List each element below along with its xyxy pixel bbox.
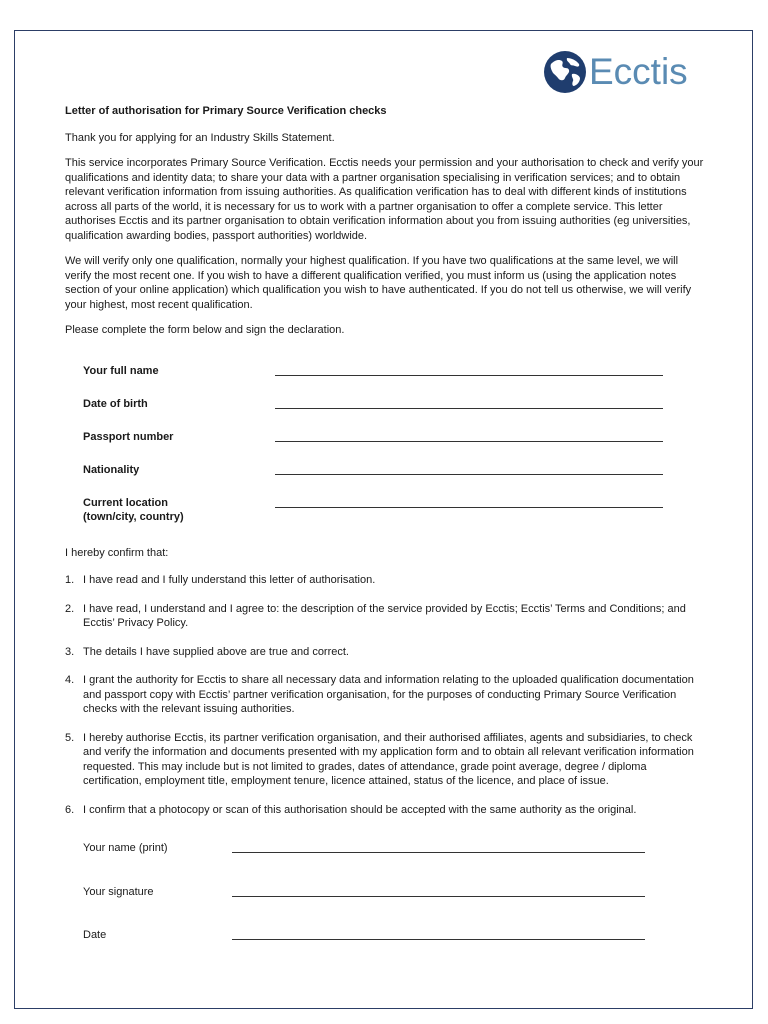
dob-row: [65, 397, 705, 430]
verification-paragraph: We will verify only one qualification, normally your highest qualification. If you have two qualifications at the same level, we will verify the most recent one. If you wish to have a different qualification verified, you must inform us (using the application notes section of your online application) which qualification you wish to have authenticated. If you do not tell us otherwise, we will verify your highest, most recent qualification.: [65, 255, 692, 311]
nationality-label: Nationality: [83, 463, 140, 476]
nationality-row: [65, 463, 705, 496]
item-number: 1.: [65, 574, 75, 586]
item-text: I confirm that a photocopy or scan of this authorisation should be accepted with the same authority as the original.: [83, 803, 637, 816]
item-text: I grant the authority for Ecctis to share all necessary data and information relating to the uploaded qualification documentation and passport copy with Ecctis’ partner verification organisation, for the purposes of conducting Primary Source Verification checks with the relevant issuing authorities.: [83, 674, 694, 715]
full-name-label: Your full name: [83, 364, 159, 377]
signature-block: [65, 841, 705, 972]
location-label-line2: (town/city, country): [83, 511, 184, 523]
location-label-line1: Current location: [83, 496, 168, 509]
print-name-row: [65, 841, 705, 885]
declaration-item: [65, 673, 705, 717]
item-text: I have read, I understand and I agree to: the description of the service provided by Ecctis; Ecctis’ Terms and Conditions; and Ecctis’ Privacy Policy.: [83, 602, 686, 629]
date-field[interactable]: [232, 939, 645, 940]
instruction-text: Please complete the form below and sign the declaration.: [65, 324, 345, 336]
personal-details-form: [65, 364, 705, 540]
full-name-row: [65, 364, 705, 397]
location-row: [65, 496, 705, 540]
declaration-item: [65, 602, 705, 631]
passport-label: Passport number: [83, 430, 174, 443]
signature-label: Your signature: [83, 885, 154, 898]
item-number: 6.: [65, 803, 75, 816]
location-field[interactable]: [275, 507, 663, 508]
declaration-lead: I hereby confirm that:: [65, 546, 169, 559]
globe-icon: [543, 50, 587, 94]
item-number: 2.: [65, 602, 75, 615]
date-label: Date: [83, 929, 107, 941]
item-number: 4.: [65, 674, 75, 686]
letter-title: Letter of authorisation for Primary Source Verification checks: [65, 105, 387, 117]
signature-field[interactable]: [232, 896, 645, 897]
service-paragraph: This service incorporates Primary Source Verification. Ecctis needs your permission and your authorisation to check and verify your qualifications and identity data; to share your data with a partner organisation specialising in verification services; and to obtain relevant verification information from issuing authorities. As qualification verification has to deal with different kinds of institutions across all parts of the world, it is necessary for us to work with a partner organisation to offer a complete service. This letter authorises Ecctis and its partner organisation to obtain verification information about you from issuing authorities (eg universities, qualification awarding bodies, passport authorities) worldwide.: [65, 157, 704, 242]
intro-text: Thank you for applying for an Industry Skills Statement.: [65, 131, 335, 144]
signature-row: [65, 885, 705, 929]
location-label: [83, 496, 184, 525]
declaration-item: [65, 803, 705, 818]
full-name-field[interactable]: [275, 375, 663, 376]
declaration-item: [65, 731, 705, 789]
print-name-label: Your name (print): [83, 842, 168, 854]
item-text: I hereby authorise Ecctis, its partner verification organisation, and their authorised affiliates, agents and subsidiaries, to check and verify the information and documents presented with my application form and to obtain all relevant verification information requested. This may include but is not limited to grades, dates of attendance, grade point average, degree / diploma certification, employment title, employment tenure, licence attained, status of the licence, and place of issue.: [83, 731, 694, 787]
passport-row: [65, 430, 705, 463]
date-row: [65, 928, 705, 972]
item-text: The details I have supplied above are true and correct.: [83, 645, 349, 658]
item-text: I have read and I fully understand this letter of authorisation.: [83, 574, 376, 586]
declaration-list: [65, 573, 705, 817]
declaration-item: [65, 573, 705, 588]
dob-label: Date of birth: [83, 397, 148, 410]
item-number: 5.: [65, 731, 75, 744]
ecctis-logo: [543, 48, 725, 96]
print-name-field[interactable]: [232, 852, 645, 853]
dob-field[interactable]: [275, 408, 663, 409]
letter-body: [65, 100, 705, 972]
item-number: 3.: [65, 645, 75, 658]
passport-field[interactable]: [275, 441, 663, 442]
declaration-item: [65, 645, 705, 660]
brand-name: Ecctis: [589, 51, 688, 92]
nationality-field[interactable]: [275, 474, 663, 475]
